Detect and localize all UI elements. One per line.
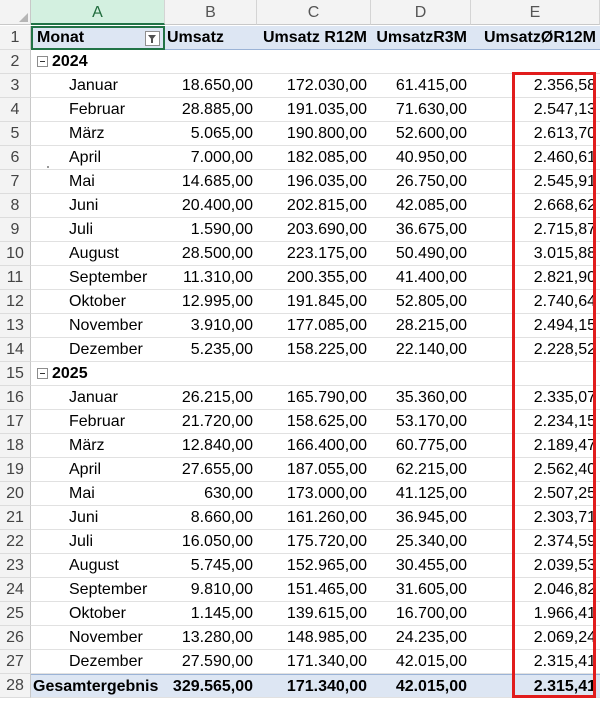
month-cell[interactable]: Oktober bbox=[31, 290, 165, 314]
umsatz-r3m-cell[interactable]: 26.750,00 bbox=[371, 170, 471, 194]
column-header-d[interactable]: D bbox=[371, 0, 471, 25]
umsatz-avg-r12m-cell[interactable]: 2.613,70 bbox=[471, 122, 600, 146]
umsatz-r3m-cell[interactable]: 36.945,00 bbox=[371, 506, 471, 530]
month-row bbox=[0, 266, 600, 290]
row-number[interactable]: 28 bbox=[0, 674, 31, 698]
row-number[interactable]: 19 bbox=[0, 458, 31, 482]
umsatz-r12m-cell[interactable]: 196.035,00 bbox=[257, 170, 371, 194]
row-number[interactable]: 24 bbox=[0, 578, 31, 602]
umsatz-avg-r12m-cell[interactable]: 2.046,82 bbox=[471, 578, 600, 602]
umsatz-avg-r12m-cell[interactable]: 2.547,13 bbox=[471, 98, 600, 122]
umsatz-avg-r12m-cell[interactable]: 2.189,47 bbox=[471, 434, 600, 458]
umsatz-r12m-cell[interactable]: 187.055,00 bbox=[257, 458, 371, 482]
row-number[interactable]: 6 bbox=[0, 146, 31, 170]
umsatz-r12m-cell[interactable]: 171.340,00 bbox=[257, 650, 371, 674]
row-number[interactable]: 2 bbox=[0, 50, 31, 74]
umsatz-r3m-cell[interactable]: 60.775,00 bbox=[371, 434, 471, 458]
umsatz-r12m-cell[interactable]: 223.175,00 bbox=[257, 242, 371, 266]
month-row bbox=[0, 578, 600, 602]
umsatz-cell[interactable]: 28.500,00 bbox=[165, 242, 257, 266]
umsatz-r3m-cell[interactable]: 22.140,00 bbox=[371, 338, 471, 362]
row-number[interactable]: 17 bbox=[0, 410, 31, 434]
umsatz-avg-r12m-cell[interactable]: 2.234,15 bbox=[471, 410, 600, 434]
umsatz-r12m-cell[interactable]: 165.790,00 bbox=[257, 386, 371, 410]
umsatz-r12m-cell[interactable]: 148.985,00 bbox=[257, 626, 371, 650]
umsatz-avg-r12m-cell[interactable]: 2.069,24 bbox=[471, 626, 600, 650]
month-row bbox=[0, 74, 600, 98]
collapse-minus-icon[interactable] bbox=[37, 56, 48, 67]
umsatz-r3m-cell[interactable]: 50.490,00 bbox=[371, 242, 471, 266]
month-cell[interactable]: Februar bbox=[31, 98, 165, 122]
total-umsatz-r3m-cell[interactable]: 42.015,00 bbox=[371, 674, 471, 698]
umsatz-r12m-cell[interactable]: 139.615,00 bbox=[257, 602, 371, 626]
header-cell-umsatz[interactable]: Umsatz bbox=[165, 26, 257, 50]
total-umsatz-cell[interactable]: 329.565,00 bbox=[165, 674, 257, 698]
column-header-row bbox=[0, 0, 600, 25]
empty-cell[interactable] bbox=[371, 50, 471, 74]
row-number[interactable]: 9 bbox=[0, 218, 31, 242]
row-number[interactable]: 7 bbox=[0, 170, 31, 194]
empty-cell[interactable] bbox=[371, 362, 471, 386]
month-cell[interactable]: September bbox=[31, 266, 165, 290]
umsatz-cell[interactable]: 7.000,00 bbox=[165, 146, 257, 170]
umsatz-r12m-cell[interactable]: 191.845,00 bbox=[257, 290, 371, 314]
umsatz-cell[interactable]: 1.145,00 bbox=[165, 602, 257, 626]
umsatz-r3m-cell[interactable]: 71.630,00 bbox=[371, 98, 471, 122]
umsatz-avg-r12m-cell[interactable]: 2.821,90 bbox=[471, 266, 600, 290]
umsatz-avg-r12m-cell[interactable]: 2.315,41 bbox=[471, 650, 600, 674]
umsatz-r12m-cell[interactable]: 158.225,00 bbox=[257, 338, 371, 362]
umsatz-cell[interactable]: 26.215,00 bbox=[165, 386, 257, 410]
umsatz-r3m-cell[interactable]: 25.340,00 bbox=[371, 530, 471, 554]
umsatz-r3m-cell[interactable]: 52.805,00 bbox=[371, 290, 471, 314]
umsatz-avg-r12m-cell[interactable]: 1.966,41 bbox=[471, 602, 600, 626]
umsatz-cell[interactable]: 18.650,00 bbox=[165, 74, 257, 98]
column-header-a[interactable]: A bbox=[31, 0, 165, 25]
umsatz-r3m-cell[interactable]: 35.360,00 bbox=[371, 386, 471, 410]
row-number[interactable]: 14 bbox=[0, 338, 31, 362]
umsatz-r3m-cell[interactable]: 24.235,00 bbox=[371, 626, 471, 650]
month-row bbox=[0, 290, 600, 314]
umsatz-cell[interactable]: 12.995,00 bbox=[165, 290, 257, 314]
row-number[interactable]: 18 bbox=[0, 434, 31, 458]
umsatz-r3m-cell[interactable]: 40.950,00 bbox=[371, 146, 471, 170]
row-number[interactable]: 8 bbox=[0, 194, 31, 218]
month-cell[interactable]: August bbox=[31, 242, 165, 266]
row-number[interactable]: 13 bbox=[0, 314, 31, 338]
umsatz-cell[interactable]: 5.065,00 bbox=[165, 122, 257, 146]
umsatz-cell[interactable]: 12.840,00 bbox=[165, 434, 257, 458]
year-group-cell[interactable] bbox=[31, 50, 165, 74]
umsatz-avg-r12m-cell[interactable]: 2.740,64 bbox=[471, 290, 600, 314]
empty-cell[interactable] bbox=[165, 362, 257, 386]
column-header-c[interactable]: C bbox=[257, 0, 371, 25]
umsatz-cell[interactable]: 3.910,00 bbox=[165, 314, 257, 338]
month-cell[interactable]: Februar bbox=[31, 410, 165, 434]
filter-dropdown-icon[interactable] bbox=[145, 31, 160, 46]
umsatz-cell[interactable]: 28.885,00 bbox=[165, 98, 257, 122]
column-header-b[interactable]: B bbox=[165, 0, 257, 25]
month-cell[interactable]: Januar bbox=[31, 386, 165, 410]
umsatz-avg-r12m-cell[interactable]: 2.545,91 bbox=[471, 170, 600, 194]
month-row bbox=[0, 314, 600, 338]
row-number[interactable]: 4 bbox=[0, 98, 31, 122]
year-label: 2025 bbox=[52, 365, 88, 382]
umsatz-r3m-cell[interactable]: 52.600,00 bbox=[371, 122, 471, 146]
umsatz-cell[interactable]: 5.235,00 bbox=[165, 338, 257, 362]
month-cell[interactable]: November bbox=[31, 314, 165, 338]
year-group-row bbox=[0, 50, 600, 74]
umsatz-r3m-cell[interactable]: 42.015,00 bbox=[371, 650, 471, 674]
grand-total-label[interactable]: Gesamtergebnis bbox=[31, 674, 165, 698]
umsatz-avg-r12m-cell[interactable]: 2.039,53 bbox=[471, 554, 600, 578]
month-row bbox=[0, 458, 600, 482]
umsatz-r3m-cell[interactable]: 42.085,00 bbox=[371, 194, 471, 218]
umsatz-avg-r12m-cell[interactable]: 3.015,88 bbox=[471, 242, 600, 266]
row-number[interactable]: 12 bbox=[0, 290, 31, 314]
row-number[interactable]: 3 bbox=[0, 74, 31, 98]
month-row bbox=[0, 386, 600, 410]
month-cell[interactable]: Oktober bbox=[31, 602, 165, 626]
umsatz-r3m-cell[interactable]: 30.455,00 bbox=[371, 554, 471, 578]
month-row bbox=[0, 626, 600, 650]
month-cell[interactable]: April bbox=[31, 458, 165, 482]
month-cell[interactable]: August bbox=[31, 554, 165, 578]
umsatz-cell[interactable]: 8.660,00 bbox=[165, 506, 257, 530]
umsatz-avg-r12m-cell[interactable]: 2.668,62 bbox=[471, 194, 600, 218]
month-cell[interactable]: Juli bbox=[31, 530, 165, 554]
umsatz-cell[interactable]: 1.590,00 bbox=[165, 218, 257, 242]
month-row bbox=[0, 410, 600, 434]
umsatz-r3m-cell[interactable]: 41.400,00 bbox=[371, 266, 471, 290]
umsatz-r12m-cell[interactable]: 173.000,00 bbox=[257, 482, 371, 506]
umsatz-avg-r12m-cell[interactable]: 2.374,59 bbox=[471, 530, 600, 554]
umsatz-avg-r12m-cell[interactable]: 2.303,71 bbox=[471, 506, 600, 530]
umsatz-cell[interactable]: 21.720,00 bbox=[165, 410, 257, 434]
column-header-e[interactable]: E bbox=[471, 0, 600, 25]
umsatz-avg-r12m-cell[interactable]: 2.494,15 bbox=[471, 314, 600, 338]
row-number[interactable]: 26 bbox=[0, 626, 31, 650]
umsatz-r12m-cell[interactable]: 182.085,00 bbox=[257, 146, 371, 170]
umsatz-r3m-cell[interactable]: 53.170,00 bbox=[371, 410, 471, 434]
month-row bbox=[0, 194, 600, 218]
row-number[interactable]: 20 bbox=[0, 482, 31, 506]
total-umsatz-r12m-cell[interactable]: 171.340,00 bbox=[257, 674, 371, 698]
collapse-minus-icon[interactable] bbox=[37, 368, 48, 379]
row-number[interactable]: 1 bbox=[0, 26, 31, 50]
umsatz-r3m-cell[interactable]: 28.215,00 bbox=[371, 314, 471, 338]
row-number[interactable]: 22 bbox=[0, 530, 31, 554]
umsatz-r3m-cell[interactable]: 62.215,00 bbox=[371, 458, 471, 482]
row-number[interactable]: 5 bbox=[0, 122, 31, 146]
month-cell[interactable]: Juni bbox=[31, 506, 165, 530]
umsatz-avg-r12m-cell[interactable]: 2.507,25 bbox=[471, 482, 600, 506]
umsatz-cell[interactable]: 16.050,00 bbox=[165, 530, 257, 554]
empty-cell[interactable] bbox=[257, 362, 371, 386]
row-number[interactable]: 23 bbox=[0, 554, 31, 578]
umsatz-avg-r12m-cell[interactable]: 2.562,40 bbox=[471, 458, 600, 482]
row-number[interactable]: 11 bbox=[0, 266, 31, 290]
pivot-header-row bbox=[0, 26, 600, 50]
umsatz-r3m-cell[interactable]: 16.700,00 bbox=[371, 602, 471, 626]
month-row bbox=[0, 434, 600, 458]
umsatz-avg-r12m-cell[interactable]: 2.228,52 bbox=[471, 338, 600, 362]
umsatz-cell[interactable]: 27.655,00 bbox=[165, 458, 257, 482]
umsatz-r3m-cell[interactable]: 31.605,00 bbox=[371, 578, 471, 602]
umsatz-r12m-cell[interactable]: 172.030,00 bbox=[257, 74, 371, 98]
month-row bbox=[0, 650, 600, 674]
month-cell[interactable]: März bbox=[31, 122, 165, 146]
umsatz-r12m-cell[interactable]: 177.085,00 bbox=[257, 314, 371, 338]
umsatz-r12m-cell[interactable]: 151.465,00 bbox=[257, 578, 371, 602]
umsatz-cell[interactable]: 14.685,00 bbox=[165, 170, 257, 194]
month-row bbox=[0, 242, 600, 266]
row-number[interactable]: 25 bbox=[0, 602, 31, 626]
umsatz-avg-r12m-cell[interactable]: 2.356,58 bbox=[471, 74, 600, 98]
umsatz-r3m-cell[interactable]: 61.415,00 bbox=[371, 74, 471, 98]
month-row bbox=[0, 506, 600, 530]
month-cell[interactable]: Juli bbox=[31, 218, 165, 242]
header-cell-umsatz-r12m[interactable]: Umsatz R12M bbox=[257, 26, 371, 50]
month-cell[interactable]: Dezember bbox=[31, 650, 165, 674]
month-row bbox=[0, 602, 600, 626]
month-row bbox=[0, 146, 600, 170]
select-all-corner[interactable] bbox=[0, 0, 31, 25]
umsatz-cell[interactable]: 13.280,00 bbox=[165, 626, 257, 650]
month-row bbox=[0, 122, 600, 146]
empty-cell[interactable] bbox=[471, 50, 600, 74]
year-label: 2024 bbox=[52, 53, 88, 70]
empty-cell[interactable] bbox=[471, 362, 600, 386]
row-number[interactable]: 21 bbox=[0, 506, 31, 530]
stray-dot bbox=[47, 166, 49, 168]
umsatz-r12m-cell[interactable]: 202.815,00 bbox=[257, 194, 371, 218]
umsatz-r3m-cell[interactable]: 36.675,00 bbox=[371, 218, 471, 242]
umsatz-r12m-cell[interactable]: 152.965,00 bbox=[257, 554, 371, 578]
year-group-row bbox=[0, 362, 600, 386]
header-cell-monat[interactable] bbox=[31, 26, 165, 50]
month-row bbox=[0, 554, 600, 578]
month-cell[interactable]: Dezember bbox=[31, 338, 165, 362]
umsatz-avg-r12m-cell[interactable]: 2.335,07 bbox=[471, 386, 600, 410]
umsatz-r12m-cell[interactable]: 175.720,00 bbox=[257, 530, 371, 554]
header-cell-umsatz-avg-r12m[interactable]: UmsatzØR12M bbox=[471, 26, 600, 50]
umsatz-avg-r12m-cell[interactable]: 2.715,87 bbox=[471, 218, 600, 242]
header-label-monat: Monat bbox=[37, 29, 85, 46]
umsatz-r12m-cell[interactable]: 190.800,00 bbox=[257, 122, 371, 146]
umsatz-cell[interactable]: 20.400,00 bbox=[165, 194, 257, 218]
empty-cell[interactable] bbox=[165, 50, 257, 74]
month-cell[interactable]: Mai bbox=[31, 482, 165, 506]
umsatz-cell[interactable]: 27.590,00 bbox=[165, 650, 257, 674]
year-group-cell[interactable] bbox=[31, 362, 165, 386]
umsatz-cell[interactable]: 9.810,00 bbox=[165, 578, 257, 602]
umsatz-avg-r12m-cell[interactable]: 2.460,61 bbox=[471, 146, 600, 170]
month-cell[interactable]: Mai bbox=[31, 170, 165, 194]
total-umsatz-avg-r12m-cell[interactable]: 2.315,41 bbox=[471, 674, 600, 698]
month-row bbox=[0, 338, 600, 362]
header-cell-umsatz-r3m[interactable]: UmsatzR3M bbox=[371, 26, 471, 50]
umsatz-r12m-cell[interactable]: 203.690,00 bbox=[257, 218, 371, 242]
grand-total-row bbox=[0, 674, 600, 698]
umsatz-cell[interactable]: 5.745,00 bbox=[165, 554, 257, 578]
umsatz-cell[interactable]: 11.310,00 bbox=[165, 266, 257, 290]
row-number[interactable]: 15 bbox=[0, 362, 31, 386]
month-row bbox=[0, 218, 600, 242]
umsatz-r12m-cell[interactable]: 200.355,00 bbox=[257, 266, 371, 290]
month-cell[interactable]: März bbox=[31, 434, 165, 458]
row-number[interactable]: 16 bbox=[0, 386, 31, 410]
row-number[interactable]: 27 bbox=[0, 650, 31, 674]
month-cell[interactable]: November bbox=[31, 626, 165, 650]
umsatz-cell[interactable]: 630,00 bbox=[165, 482, 257, 506]
month-row bbox=[0, 530, 600, 554]
month-row bbox=[0, 482, 600, 506]
umsatz-r12m-cell[interactable]: 191.035,00 bbox=[257, 98, 371, 122]
month-cell[interactable]: April bbox=[31, 146, 165, 170]
empty-cell[interactable] bbox=[257, 50, 371, 74]
umsatz-r12m-cell[interactable]: 166.400,00 bbox=[257, 434, 371, 458]
umsatz-r12m-cell[interactable]: 161.260,00 bbox=[257, 506, 371, 530]
row-number[interactable]: 10 bbox=[0, 242, 31, 266]
month-cell[interactable]: Januar bbox=[31, 74, 165, 98]
month-row bbox=[0, 170, 600, 194]
month-row bbox=[0, 98, 600, 122]
umsatz-r12m-cell[interactable]: 158.625,00 bbox=[257, 410, 371, 434]
month-cell[interactable]: September bbox=[31, 578, 165, 602]
umsatz-r3m-cell[interactable]: 41.125,00 bbox=[371, 482, 471, 506]
month-cell[interactable]: Juni bbox=[31, 194, 165, 218]
